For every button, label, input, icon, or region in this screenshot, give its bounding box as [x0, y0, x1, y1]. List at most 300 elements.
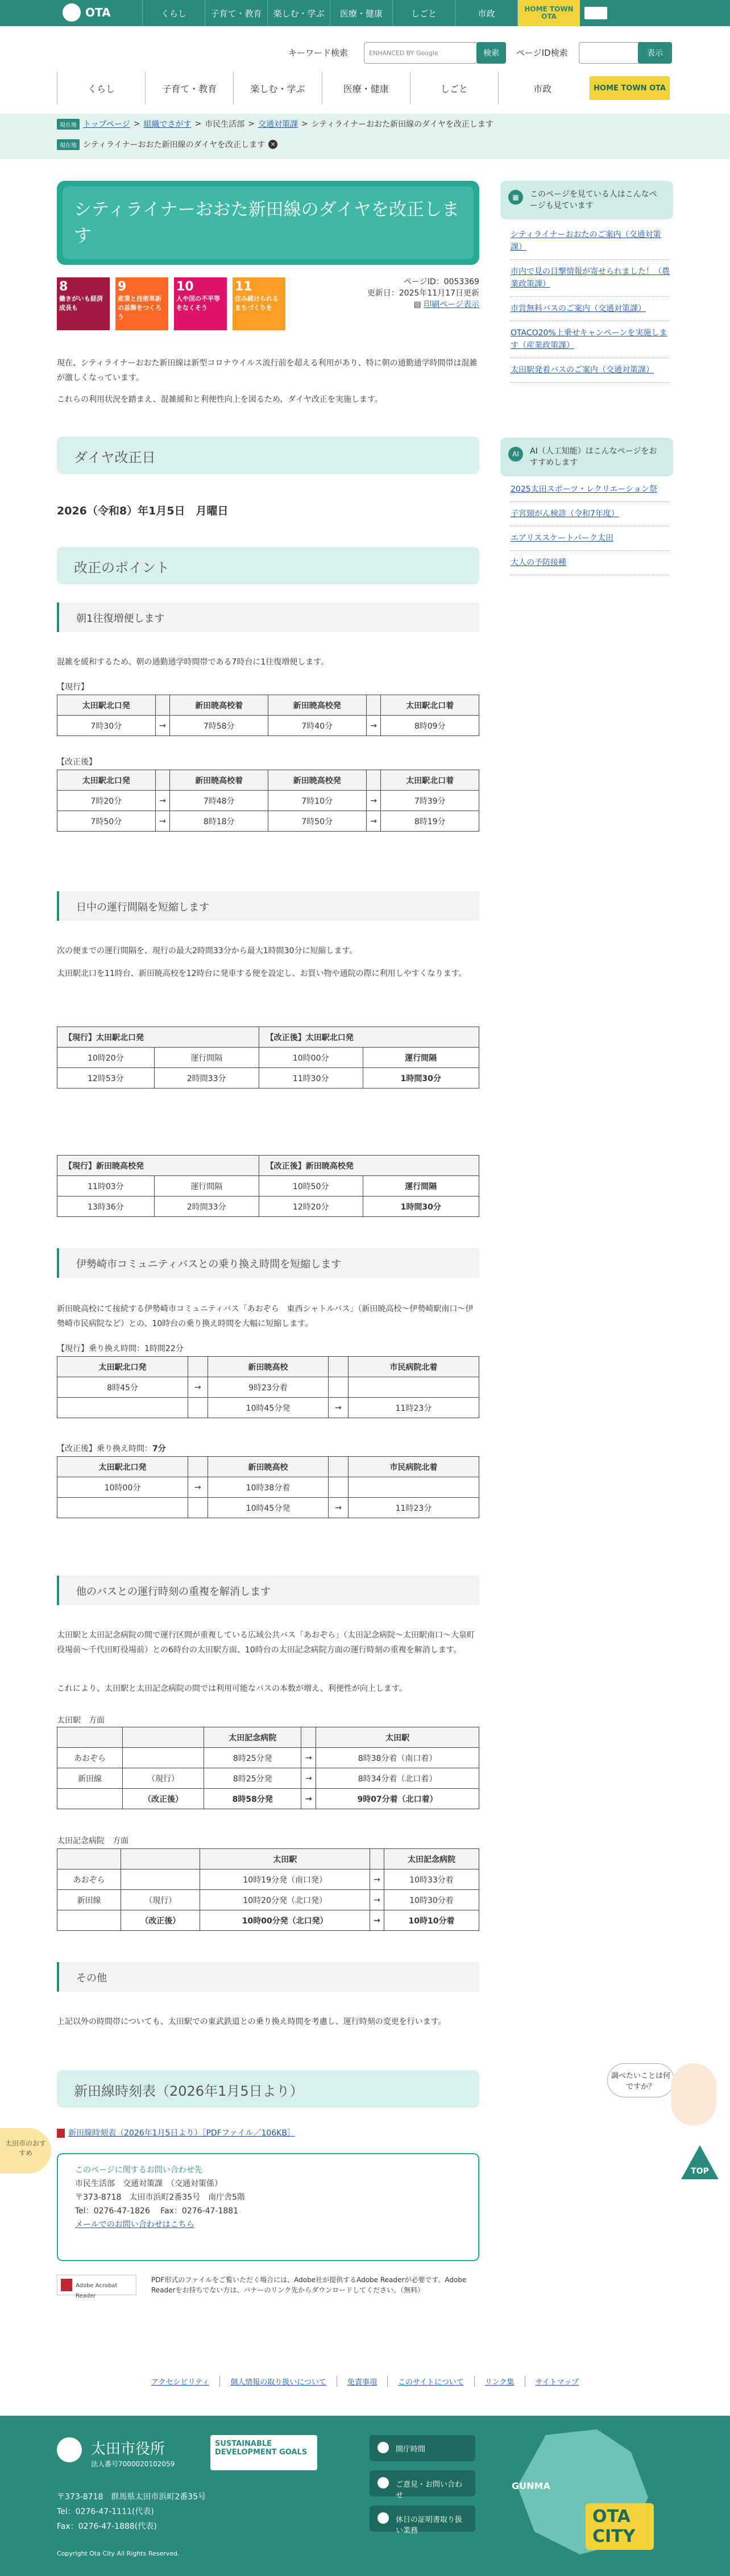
table-row	[57, 1048, 479, 1068]
top-nav-item[interactable]: 子育て・教育	[205, 0, 267, 26]
table-row	[57, 1789, 479, 1809]
table-cell: →	[370, 1869, 384, 1890]
sidebar-link[interactable]: 2025太田スポーツ・レクリエーション祭	[511, 485, 657, 494]
sidebar-list-item	[511, 260, 670, 297]
p1-before-label: 【現行】	[57, 683, 89, 692]
table-header-cell: 太田駅	[316, 1727, 479, 1748]
sdg-goal-icon	[174, 277, 227, 330]
top-nav-item[interactable]: 医療・健康	[330, 0, 392, 26]
table-row	[57, 1477, 479, 1498]
timetable-pdf-link[interactable]: 新田線時刻表（2026年1月5日より）［PDFファイル／106KB］	[68, 2129, 295, 2138]
sidebar-recent-list	[511, 223, 670, 383]
sdg-goal-icon	[57, 277, 110, 330]
p3-after-label	[57, 1443, 166, 1454]
pdf-note-text: PDF形式のファイルをご覧いただく場合には、Adobe社が提供するAdobe Readerが必要です。Adobe Readerをお持ちでない方は、バナーのリンク先からダウンロードしてください。（無料）	[151, 2276, 467, 2294]
p1-after-label: 【改正後】	[57, 758, 97, 767]
heading-points: 改正のポイント	[57, 547, 479, 584]
sdg-goal-icon	[115, 277, 168, 330]
p2-table-2	[57, 1155, 479, 1217]
sdgs-banner[interactable]: SUSTAINABLE DEVELOPMENT GOALS	[210, 2435, 317, 2470]
table-cell: 運行間隔	[363, 1176, 479, 1196]
point-2-text-2: 太田駅北口を11時台、新田暁高校を12時台に発車する便を設定し、お買い物や通院の際に利用しやすくなります。	[57, 969, 467, 978]
heading-revision-date: ダイヤ改正日	[57, 437, 479, 474]
point-1-text: 混雑を緩和するため、朝の通勤通学時間帯である7時台に1往復増便します。	[57, 658, 329, 667]
table-header-cell: 新田暁高校着	[170, 695, 268, 716]
logo-text: OTA	[85, 6, 111, 19]
contact-dept: 市民生活部 交通対策課 （交通対策係）	[75, 2179, 222, 2188]
table-header-cell: 太田駅	[200, 1849, 370, 1869]
table-header-cell	[57, 1727, 123, 1748]
table-cell: →	[329, 1398, 348, 1418]
back-to-top-button[interactable]	[680, 2144, 720, 2180]
table-cell	[188, 1498, 208, 1518]
crumb-sep: >	[133, 119, 140, 128]
p4-table-b	[57, 1848, 479, 1931]
footer-link[interactable]: 免責事項	[347, 2378, 377, 2387]
logo-mark-icon	[63, 3, 81, 22]
table-cell	[329, 1377, 348, 1398]
table-cell: →	[370, 1890, 384, 1910]
contact-mail-link[interactable]: メールでのお問い合わせはこちら	[75, 2220, 194, 2229]
table-cell	[57, 1498, 188, 1518]
sidebar-list-item	[511, 297, 670, 321]
sidebar-link[interactable]: 大人の予防接種	[511, 558, 566, 567]
intro-paragraph-1: 現在、シティライナーおおた新田線は新型コロナウイルス流行前を超える利用があり、特に朝の通勤通学時間帯は混雑が激しくなっています。	[57, 359, 478, 383]
table-cell: あおぞら	[57, 1869, 121, 1890]
footer-tel: Tel：0276-47-1111(代表)	[57, 2507, 154, 2516]
point-2-text-1: 次の便までの運行間隔を、現行の最大2時間33分から最大1時間30分に短縮します。	[57, 946, 358, 955]
table-cell: 8時34分着（北口着）	[316, 1768, 479, 1789]
table-row	[57, 1869, 479, 1890]
point-3-text: 新田暁高校にて接続する伊勢崎市コミュニティバス「あおぞら 東西シャトルバス」（新田暁高校～伊勢崎駅南口～伊勢崎市民病院など）との、10時台の乗り換え時間を大幅に短縮します。	[57, 1304, 474, 1328]
print-link[interactable]: 印刷ページ表示	[424, 300, 479, 309]
p3-after-label-bold: 7分	[152, 1444, 166, 1453]
language-button[interactable]	[584, 7, 607, 19]
table-header-cell: 太田駅北口着	[381, 770, 479, 791]
heading-point-4: 他のバスとの運行時刻の重複を解消します	[57, 1576, 479, 1605]
table-cell: 7時58分	[170, 716, 268, 736]
table-cell: 10時10分着	[384, 1910, 479, 1931]
table-cell: 7時10分	[268, 791, 366, 811]
keyword-label: キーワード検索	[288, 48, 349, 58]
page-id: ページID：0053369	[404, 277, 479, 286]
footer-btn-label: 休日の証明書取り扱い業務	[396, 2516, 463, 2535]
main-nav-item[interactable]: 市政	[498, 72, 586, 105]
revision-date: 2026（令和8）年1月5日 月曜日	[57, 505, 229, 517]
crumb-sep: >	[301, 119, 308, 128]
sidebar-list-item	[511, 551, 670, 575]
footer-address	[57, 2490, 206, 2534]
adobe-reader-banner[interactable]	[57, 2275, 136, 2299]
table-cell	[348, 1377, 479, 1398]
crumb-org[interactable]: 組織でさがす	[143, 120, 192, 129]
table-cell: （改正後）	[121, 1910, 200, 1931]
table-cell: （現行）	[121, 1890, 200, 1910]
footer-btn-label: 開庁時間	[396, 2445, 426, 2454]
table-header-cell	[370, 1849, 384, 1869]
pageid-label: ページID検索	[516, 48, 568, 58]
table-header-cell: 市民病院北着	[348, 1457, 479, 1477]
main-nav-item[interactable]: しごと	[410, 72, 498, 105]
ask-bubble[interactable]: 調べたいことは何ですか？	[607, 2063, 674, 2097]
table-row	[57, 1748, 479, 1768]
city-hall-name: 太田市役所	[91, 2441, 165, 2458]
table-header-cell: 【改正後】新田暁高校発	[259, 1156, 479, 1176]
footer-addr: 〒373-8718 群馬県太田市浜町2番35号	[57, 2492, 206, 2502]
sdg-number: 10	[176, 280, 194, 294]
heading-timetable: 新田線時刻表（2026年1月5日より）	[57, 2070, 479, 2108]
sdg-label: 働きがいも経済成長も	[59, 295, 103, 311]
crumb-sep: >	[248, 119, 255, 128]
ota-city-logo: OTA CITY	[586, 2503, 654, 2550]
sidebar-link[interactable]: エアリススケートパーク太田	[511, 534, 613, 543]
sidebar-recent-title: このページを見ている人はこんなページも見ています	[530, 190, 657, 210]
table-cell: 10時33分着	[384, 1869, 479, 1890]
mail-icon	[378, 2477, 389, 2488]
table-header-cell: 新田暁高校	[208, 1457, 329, 1477]
table-cell: （現行）	[122, 1768, 204, 1789]
p3-before-label: 【現行】乗り換え時間：1時間22分	[57, 1344, 184, 1353]
print-icon: ▤	[413, 300, 424, 309]
table-row	[57, 1890, 479, 1910]
point-5-text: 上記以外の時間帯についても、太田駅での東武鉄道との乗り換え時間を考慮し、運行時刻の変更を行います。	[57, 2017, 446, 2026]
footer-link-item	[141, 2376, 219, 2387]
table-cell: 13時36分	[57, 1196, 155, 1217]
hometown-logo[interactable]: HOME TOWN OTA	[517, 0, 580, 26]
table-row	[57, 1398, 479, 1418]
sdg-number: 8	[59, 280, 68, 294]
p2-table-1	[57, 1027, 479, 1088]
table-header-row	[57, 1027, 479, 1048]
footer-btn-contact[interactable]	[370, 2470, 475, 2500]
sidebar-recent-header	[500, 181, 673, 219]
table-cell: 10時00分	[259, 1048, 363, 1068]
point-4-text-1: 太田駅と太田記念病院の間で運行区間が重複している広域公共バス「あおぞら」（太田記念病院～太田駅南口～大泉町役場前～千代田町役場前）との6時台の太田駅方面、10時台の太田記念病院方面の運行時刻の重複を解消します。	[57, 1631, 475, 1655]
close-icon[interactable]: ×	[268, 140, 277, 149]
location-tag: 現在地	[57, 139, 80, 150]
table-cell: 8時58分発	[204, 1789, 301, 1809]
sidebar-ai-header	[500, 438, 673, 476]
pageid-button[interactable]: 表示	[638, 42, 672, 64]
footer-link[interactable]: リンク集	[484, 2378, 515, 2387]
table-cell: （改正後）	[122, 1789, 204, 1809]
table-cell: →	[301, 1768, 316, 1789]
p3-after-label-text: 【改正後】乗り換え時間：	[57, 1444, 152, 1453]
sdgs-icons	[57, 277, 285, 330]
table-cell	[188, 1398, 208, 1418]
table-header-cell	[155, 695, 170, 716]
table-cell	[329, 1477, 348, 1498]
timetable-row	[57, 2126, 479, 2141]
footer-btn-label: ご意見・お問い合わせ	[396, 2481, 463, 2500]
table-cell: 2時間33分	[154, 1196, 259, 1217]
footer-link-item	[337, 2376, 387, 2387]
footer-link-item	[219, 2376, 337, 2387]
top-nav-item[interactable]: くらし	[142, 0, 205, 26]
table-cell	[57, 1398, 188, 1418]
location-tag: 現在地	[57, 119, 80, 130]
table-header-cell: 【改正後】太田駅北口発	[259, 1027, 479, 1048]
hometown-nav-logo[interactable]: HOME TOWN OTA	[590, 76, 670, 100]
site-logo[interactable]	[63, 3, 125, 23]
table-cell	[57, 1789, 123, 1809]
table-cell: →	[188, 1377, 208, 1398]
table-cell: 運行間隔	[363, 1048, 479, 1068]
top-nav	[142, 0, 612, 26]
table-cell: 7時30分	[57, 716, 156, 736]
heading-point-3: 伊勢崎市コミュニティバスとの乗り換え時間を短縮します	[57, 1248, 479, 1278]
footer-links	[0, 2376, 730, 2387]
table-cell: 7時50分	[268, 811, 366, 832]
sdg-number: 9	[118, 280, 127, 294]
adobe-badge-text: Adobe Acrobat Reader	[76, 2283, 118, 2299]
contact-title: このページに関するお問い合わせ先	[75, 2166, 202, 2175]
crumb-current: シティライナーおおた新田線のダイヤを改正します	[311, 120, 493, 129]
crumb-sep: >	[194, 119, 202, 128]
table-header-row	[57, 1727, 479, 1748]
table-cell: →	[155, 791, 170, 811]
table-cell: 運行間隔	[154, 1176, 259, 1196]
top-bar	[0, 0, 730, 26]
table-header-cell: 市民病院北着	[348, 1357, 479, 1377]
table-cell: 10時20分発（北口発）	[200, 1890, 370, 1910]
table-cell: 運行間隔	[154, 1048, 259, 1068]
table-cell: 10時00分発（北口発）	[200, 1910, 370, 1931]
table-row	[57, 1377, 479, 1398]
gunma-label: GUNMA	[512, 2481, 550, 2491]
intro-paragraph-2: これらの利用状況を踏まえ、混雑緩和と利便性向上を図るため、ダイヤ改正を実施します。	[57, 395, 383, 404]
table-header-cell: 新田暁高校	[208, 1357, 329, 1377]
corp-number: 法人番号7000020102059	[91, 2460, 175, 2468]
footer-fax: Fax：0276-47-1888(代表)	[57, 2522, 157, 2531]
crumb-current-2: シティライナーおおた新田線のダイヤを改正します	[83, 140, 266, 149]
breadcrumb-secondary	[57, 139, 277, 150]
sidebar-link[interactable]: シティライナーおおたのご案内（交通対策課）	[511, 230, 661, 252]
footer-link[interactable]: アクセシビリティ	[151, 2378, 210, 2387]
gunma-map	[512, 2429, 654, 2560]
sidebar-ai-list	[511, 477, 670, 575]
table-header-cell	[188, 1357, 208, 1377]
table-header-cell: 【現行】太田駅北口発	[57, 1027, 259, 1048]
table-header-cell: 太田駅北口着	[381, 695, 479, 716]
p1-before-table	[57, 695, 479, 736]
table-cell: 2時間33分	[154, 1068, 259, 1088]
table-cell: 11時23分	[348, 1398, 479, 1418]
table-cell: 8時18分	[170, 811, 268, 832]
p4-b-label: 太田記念病院 方面	[57, 1837, 128, 1846]
table-header-cell	[57, 1849, 121, 1869]
footer-link-item	[387, 2376, 474, 2387]
table-cell: 10時20分	[57, 1048, 155, 1068]
sidebar-link[interactable]: 市営無料バスのご案内（交通対策課）	[511, 304, 646, 313]
crumb-section[interactable]: 交通対策課	[258, 120, 298, 129]
pageid-input[interactable]	[579, 42, 641, 64]
city-emblem-icon	[57, 2437, 82, 2462]
table-cell: 11時23分	[348, 1498, 479, 1518]
table-cell: →	[366, 811, 381, 832]
footer-btn-holiday[interactable]	[370, 2506, 475, 2535]
table-row	[57, 1498, 479, 1518]
table-header-cell: 新田暁高校発	[268, 695, 366, 716]
p3-before-table	[57, 1356, 479, 1418]
updated-date: 更新日：2025年11月17日更新	[367, 289, 479, 298]
table-cell: 11時03分	[57, 1176, 155, 1196]
contact-box	[57, 2153, 479, 2261]
table-header-cell	[155, 770, 170, 791]
sidebar-list-item	[511, 502, 670, 526]
table-cell: →	[366, 791, 381, 811]
ai-icon: AI	[508, 447, 523, 462]
table-cell: 10時38分着	[208, 1477, 329, 1498]
page-title: シティライナーおおた新田線のダイヤを改正します	[74, 200, 459, 246]
table-row	[57, 1196, 479, 1217]
sdg-goal-icon	[233, 277, 285, 330]
table-header-cell	[301, 1727, 316, 1748]
sidebar-link[interactable]: 子宮頸がん検診（令和7年度）	[511, 509, 619, 518]
intro	[57, 356, 479, 407]
clock-icon	[378, 2442, 389, 2453]
main-nav-item[interactable]: 子育て・教育	[145, 72, 233, 105]
table-cell	[122, 1748, 204, 1768]
top-nav-item[interactable]: しごと	[392, 0, 455, 26]
sidebar-link[interactable]: 太田駅発着バスのご案内（交通対策課）	[511, 365, 654, 375]
main-nav	[57, 72, 673, 105]
table-row	[57, 716, 479, 736]
table-header-cell	[329, 1357, 348, 1377]
table-cell: 1時間30分	[363, 1196, 479, 1217]
table-cell	[57, 1910, 121, 1931]
sidebar-list-item	[511, 321, 670, 358]
table-header-cell	[366, 770, 381, 791]
table-cell: 8時09分	[381, 716, 479, 736]
recommend-float[interactable]: 太田市のおすすめ	[0, 2128, 51, 2174]
book-icon: ▦	[508, 190, 523, 205]
table-row	[57, 811, 479, 832]
table-header-cell	[188, 1457, 208, 1477]
sdg-label: 住み続けられるまちづくりを	[235, 295, 279, 311]
main-nav-item[interactable]: くらし	[57, 72, 145, 105]
table-header-cell: 太田駅北口発	[57, 1457, 188, 1477]
table-row	[57, 1910, 479, 1931]
table-cell: 8時25分発	[204, 1748, 301, 1768]
table-header-cell: 太田記念病院	[384, 1849, 479, 1869]
table-cell: 7時48分	[170, 791, 268, 811]
table-cell: 10時45分発	[208, 1398, 329, 1418]
table-cell: →	[370, 1910, 384, 1931]
table-header-cell: 【現行】新田暁高校発	[57, 1156, 259, 1176]
table-cell: 10時30分着	[384, 1890, 479, 1910]
table-cell: 7時50分	[57, 811, 156, 832]
crumb-top[interactable]: トップページ	[83, 120, 130, 129]
adobe-icon	[61, 2279, 72, 2291]
table-header-cell	[121, 1849, 200, 1869]
p1-after-table	[57, 770, 479, 832]
p4-table-a	[57, 1727, 479, 1809]
heading-point-1: 朝1往復増便します	[57, 603, 479, 632]
sidebar-list-item	[511, 477, 670, 502]
main-nav-item[interactable]: 楽しむ・学ぶ	[233, 72, 321, 105]
table-cell: 新田線	[57, 1768, 123, 1789]
table-cell: 新田線	[57, 1890, 121, 1910]
table-cell: 9時23分着	[208, 1377, 329, 1398]
footer-link[interactable]: サイトマップ	[535, 2378, 579, 2387]
table-cell: 7時20分	[57, 791, 156, 811]
table-header-cell	[366, 695, 381, 716]
page-title-box	[57, 181, 479, 265]
table-cell: 12時20分	[259, 1196, 363, 1217]
table-cell: 11時30分	[259, 1068, 363, 1088]
table-cell: あおぞら	[57, 1748, 123, 1768]
heading-point-2: 日中の運行間隔を短縮します	[57, 891, 479, 921]
sdg-number: 11	[235, 280, 252, 294]
table-cell: 1時間30分	[363, 1068, 479, 1088]
top-nav-item[interactable]: 楽しむ・学ぶ	[267, 0, 330, 26]
table-header-cell	[122, 1727, 204, 1748]
sidebar-link[interactable]: 市内で見の目撃情報が寄せられました！（農業政策課）	[511, 267, 670, 289]
table-cell: 7時40分	[268, 716, 366, 736]
table-row	[57, 791, 479, 811]
table-cell: 10時00分	[57, 1477, 188, 1498]
pdf-icon	[57, 2129, 65, 2138]
table-cell: →	[155, 811, 170, 832]
footer-link-item	[474, 2376, 525, 2387]
table-row	[57, 1176, 479, 1196]
table-header-cell: 太田駅北口発	[57, 770, 156, 791]
table-header-row	[57, 1849, 479, 1869]
footer-link[interactable]: 個人情報の取り扱いについて	[230, 2378, 326, 2387]
table-cell	[348, 1477, 479, 1498]
footer	[0, 2416, 730, 2576]
table-cell: 10時50分	[259, 1176, 363, 1196]
table-cell: →	[366, 716, 381, 736]
table-cell: →	[329, 1498, 348, 1518]
footer-link[interactable]: このサイトについて	[397, 2378, 464, 2387]
table-cell: 9時07分着（北口着）	[316, 1789, 479, 1809]
footer-btn-hours[interactable]	[370, 2435, 475, 2461]
crumb-dept: 市民生活部	[205, 120, 245, 129]
table-row	[57, 1068, 479, 1088]
search-button[interactable]: 検索	[476, 42, 506, 64]
main-nav-item[interactable]: 医療・健康	[322, 72, 410, 105]
table-header-row	[57, 1457, 479, 1477]
sidebar-link[interactable]: OTACO20%上乗せキャンペーンを実施します（産業政策課）	[511, 329, 667, 350]
table-header-cell: 新田暁高校発	[268, 770, 366, 791]
breadcrumb	[57, 118, 493, 130]
top-label: TOP	[691, 2167, 709, 2176]
sdg-label: 人や国の不平等をなくそう	[176, 295, 220, 311]
sdg-label: 産業と技術革新の基盤をつくろう	[118, 295, 161, 321]
table-header-row	[57, 1156, 479, 1176]
keyword-input[interactable]: ENHANCED BY Google	[364, 42, 478, 64]
table-cell	[121, 1869, 200, 1890]
sidebar-list-item	[511, 526, 670, 551]
table-cell: →	[301, 1748, 316, 1768]
table-cell: 8時45分	[57, 1377, 188, 1398]
contact-addr: 〒373-8718 太田市浜町2番35号 南庁舎5階	[75, 2193, 246, 2202]
sidebar-list-item	[511, 358, 670, 383]
table-cell: 10時19分発（南口発）	[200, 1869, 370, 1890]
top-nav-item[interactable]: 市政	[455, 0, 517, 26]
search-row	[0, 38, 730, 69]
heading-point-5: その他	[57, 1962, 479, 1992]
table-cell: 8時19分	[381, 811, 479, 832]
assistant-avatar-icon[interactable]	[671, 2063, 716, 2126]
table-header-row	[57, 695, 479, 716]
table-header-cell: 太田記念病院	[204, 1727, 301, 1748]
table-header-row	[57, 770, 479, 791]
calendar-icon	[378, 2512, 389, 2524]
table-header-cell: 新田暁高校着	[170, 770, 268, 791]
